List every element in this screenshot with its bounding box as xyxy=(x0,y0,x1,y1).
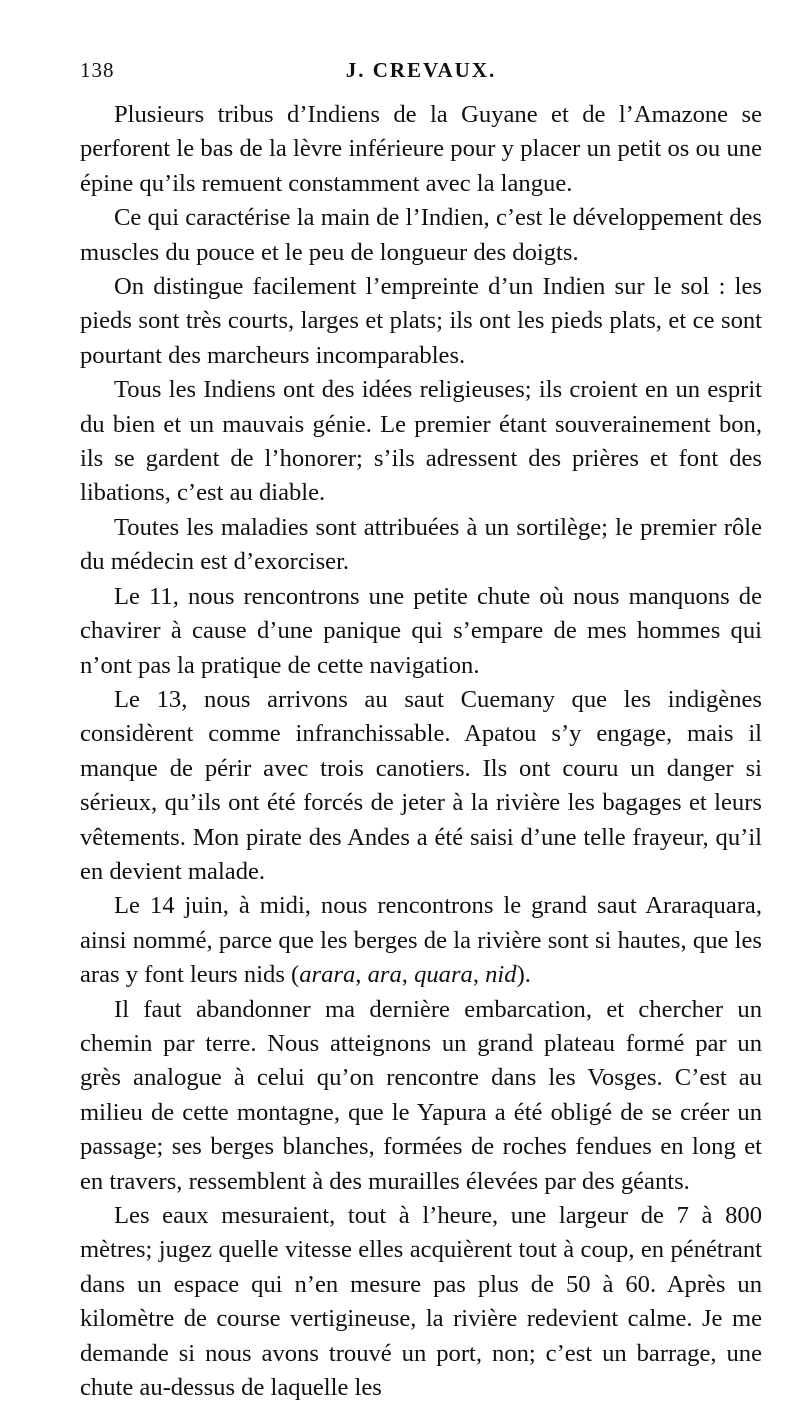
paragraph-lip-piercing: Plusieurs tribus d’Indiens de la Guyane et de l’Amazone se perforent le bas de la lèvre inférieure pour y placer un petit os ou une épine qu’ils remuent constamment avec la langue. xyxy=(80,101,762,197)
paragraph-13th: Le 13, nous arrivons au saut Cuemany que les indigènes considèrent comme infranchissable. Apatou s’y engage, mais il manque de périr avec trois canotiers. Ils ont couru un danger si sérieux, qu’ils ont été forcés de jeter à la rivière les bagages et leurs vêtements. Mon pirate des Andes a été saisi d’une telle frayeur, qu’il en devient malade. xyxy=(80,685,762,885)
paragraph-11th: Le 11, nous rencontrons une petite chute où nous manquons de chavirer à cause d’une panique qui s’empare de mes hommes qui n’ont pas la pratique de cette navigation. xyxy=(80,582,762,679)
term-ara: ara xyxy=(367,961,402,989)
running-head xyxy=(80,58,762,94)
term-quara: quara xyxy=(414,961,473,989)
term-nid: nid xyxy=(485,961,517,989)
body-text xyxy=(80,98,762,1405)
page-number: 138 xyxy=(80,58,115,82)
term-arara: arara xyxy=(299,961,356,989)
paragraph-14th-june: Le 14 juin, à midi, nous rencontrons le grand saut Araraquara, ainsi nommé, parce que les berges de la rivière sont si hautes, que les aras y font leurs nids (arara, ara, quara, nid). xyxy=(80,892,762,989)
paragraph-footprint: On distingue facilement l’empreinte d’un Indien sur le sol : les pieds sont très courts, larges et plats; ils ont les pieds plats, et ce sont pourtant des marcheurs incomparables. xyxy=(80,273,762,369)
paragraph-illness: Toutes les maladies sont attribuées à un sortilège; le premier rôle du médecin est d’exorciser. xyxy=(80,513,762,576)
paragraph-hand: Ce qui caractérise la main de l’Indien, c’est le développement des muscles du pouce et le peu de longueur des doigts. xyxy=(80,204,762,266)
paragraph-waters: Les eaux mesuraient, tout à l’heure, une largeur de 7 à 800 mètres; jugez quelle vitesse elles acquièrent tout à coup, en pénétrant dans un espace qui n’en mesure pas plus de 50 à 60. Après un kilomètre de course vertigineuse, la rivière redevient calme. Je me demande si nous avons trouvé un port, non; c’est un barrage, une chute au-dessus de laquelle les xyxy=(80,1202,762,1402)
paragraph-religion: Tous les Indiens ont des idées religieuses; ils croient en un esprit du bien et un mauvais génie. Le premier étant souverainement bon, ils se gardent de l’honorer; s’ils adressent des prières et font des libations, c’est au diable. xyxy=(80,376,762,507)
paragraph-plateau: Il faut abandonner ma dernière embarcation, et chercher un chemin par terre. Nous atteignons un grand plateau formé par un grès analogue à celui qu’on rencontre dans les Vosges. C’est au milieu de cette montagne, que le Yapura a été obligé de se créer un passage; ses berges blanches, formées de roches fendues en long et en travers, ressemblent à des murailles élevées par des géants. xyxy=(80,995,762,1195)
running-head-author: J. CREVAUX. xyxy=(345,58,497,82)
paragraph-14th-june-text: Le 14 juin, à midi, nous rencontrons le grand saut Araraquara, ainsi nommé, parce que les berges de la rivière sont si hautes, que les aras y font leurs nids ( xyxy=(80,892,762,989)
